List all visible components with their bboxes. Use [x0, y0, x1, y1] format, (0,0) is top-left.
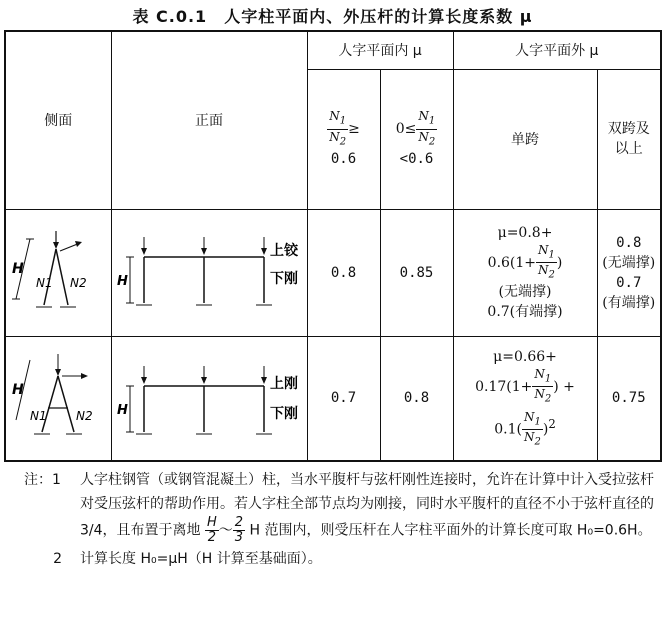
header-out-plane: 人字平面外 μ	[453, 31, 661, 69]
header-front: 正面	[111, 31, 307, 209]
side-diagram-1	[5, 209, 111, 336]
header-ratio-ge	[307, 69, 380, 209]
n2-label: N2	[76, 409, 93, 424]
row2-double-span: 0.75	[597, 336, 661, 461]
ratio-fraction: $\frac{N_1}{N_2}$	[418, 109, 436, 147]
h-label: H	[117, 403, 128, 419]
h-label: H	[12, 260, 24, 277]
row2-single-span: μ=0.66+ 0.17(1+ $\frac{N_1}{N_2}$ ) + 0.1( $\frac{N_1}{N_2}$ )$^2$	[453, 336, 597, 461]
ratio-upper: <0.6	[399, 150, 434, 167]
row2-in-plane-range: 0.8	[380, 336, 453, 461]
ratio-fraction: $\frac{N_1}{N_2}$	[524, 409, 541, 448]
ge-sign: ≥	[348, 121, 360, 137]
n2-label: N2	[70, 275, 87, 290]
note-1-text: 人字柱钢管（或钢管混凝土）柱，当水平腹杆与弦杆刚性连接时，允许在计算中计入受拉弦杆对受压弦杆的帮助作用。若人字柱全部节点均为刚接，同时水平腹杆的直径不小于弦杆直径的 3/4，且布置于离地	[80, 472, 654, 539]
ratio-fraction: $\frac{N_1}{N_2}$	[538, 242, 555, 281]
coef: 0.17	[475, 378, 507, 395]
front-diagram-1	[111, 209, 307, 336]
side-view-sketch	[8, 346, 108, 446]
row1-in-plane-ge: 0.8	[307, 209, 380, 336]
note-1-text-end: H 范围内，则受压杆在人字柱平面外的计算长度可取 H₀=0.6H。	[249, 522, 652, 539]
double-span-line1: 双跨及	[607, 121, 650, 137]
double-note-2: (有端撑)	[602, 294, 656, 311]
two-thirds-fraction: $\frac{2}{3}$	[234, 515, 244, 545]
mu-formula-start: μ=0.8+	[497, 224, 553, 241]
header-single-span: 单跨	[453, 69, 597, 209]
mu-formula-start: μ=0.66+	[493, 349, 557, 366]
front-view-sketch	[114, 221, 304, 321]
note-1-label: 注：1	[24, 472, 61, 488]
h-label: H	[12, 382, 24, 399]
coef: 0.6	[487, 254, 510, 271]
note-2-label: 2	[53, 551, 62, 567]
side-diagram-2	[5, 336, 111, 461]
double-span-line2: 以上	[614, 141, 643, 157]
coef2: 0.1	[494, 421, 517, 438]
bottom-joint-label: 下刚	[270, 270, 298, 287]
no-end-brace: (无端撑)	[498, 284, 552, 301]
double-val-1: 0.8	[616, 234, 642, 251]
note-2	[24, 547, 660, 571]
n1-label: N1	[36, 275, 53, 290]
front-view-sketch	[114, 346, 304, 446]
header-ratio-range	[380, 69, 453, 209]
double-note-1: (无端撑)	[602, 254, 656, 271]
top-joint-label: 上铰	[270, 242, 298, 259]
tilde: ～	[218, 522, 233, 539]
header-side: 侧面	[5, 31, 111, 209]
table-title: 表 C.0.1 人字柱平面内、外压杆的计算长度系数 μ	[132, 7, 533, 26]
side-view-sketch	[8, 221, 108, 321]
double-val-2: 0.7	[616, 274, 642, 291]
note-1	[24, 468, 660, 545]
row1-double-span	[597, 209, 661, 336]
ratio-threshold: 0.6	[330, 150, 357, 167]
row1-in-plane-range: 0.85	[380, 209, 453, 336]
ratio-fraction: $\frac{N_1}{N_2}$	[534, 367, 552, 405]
note-2-text: 计算长度 H₀=μH（H 计算至基础面）。	[80, 551, 322, 567]
header-in-plane: 人字平面内 μ	[307, 31, 453, 69]
le-sign: 0≤	[395, 121, 417, 137]
h-label: H	[117, 273, 128, 289]
h-half-fraction: $\frac{H}{2}$	[206, 515, 217, 545]
front-diagram-2	[111, 336, 307, 461]
row1-single-span: μ=0.8+ 0.6(1+ $\frac{N_1}{N_2}$ ) (无端撑) 0.7(有端撑)	[453, 209, 597, 336]
coefficient-table	[4, 30, 662, 462]
notes	[24, 468, 660, 571]
top-joint-label: 上刚	[270, 376, 298, 393]
bottom-joint-label: 下刚	[270, 406, 298, 423]
with-end-brace: 0.7(有端撑)	[487, 304, 563, 321]
header-double-span	[597, 69, 661, 209]
row2-in-plane-ge: 0.7	[307, 336, 380, 461]
n1-label: N1	[30, 409, 47, 424]
ratio-fraction: $\frac{N_1}{N_2}$	[329, 109, 347, 147]
